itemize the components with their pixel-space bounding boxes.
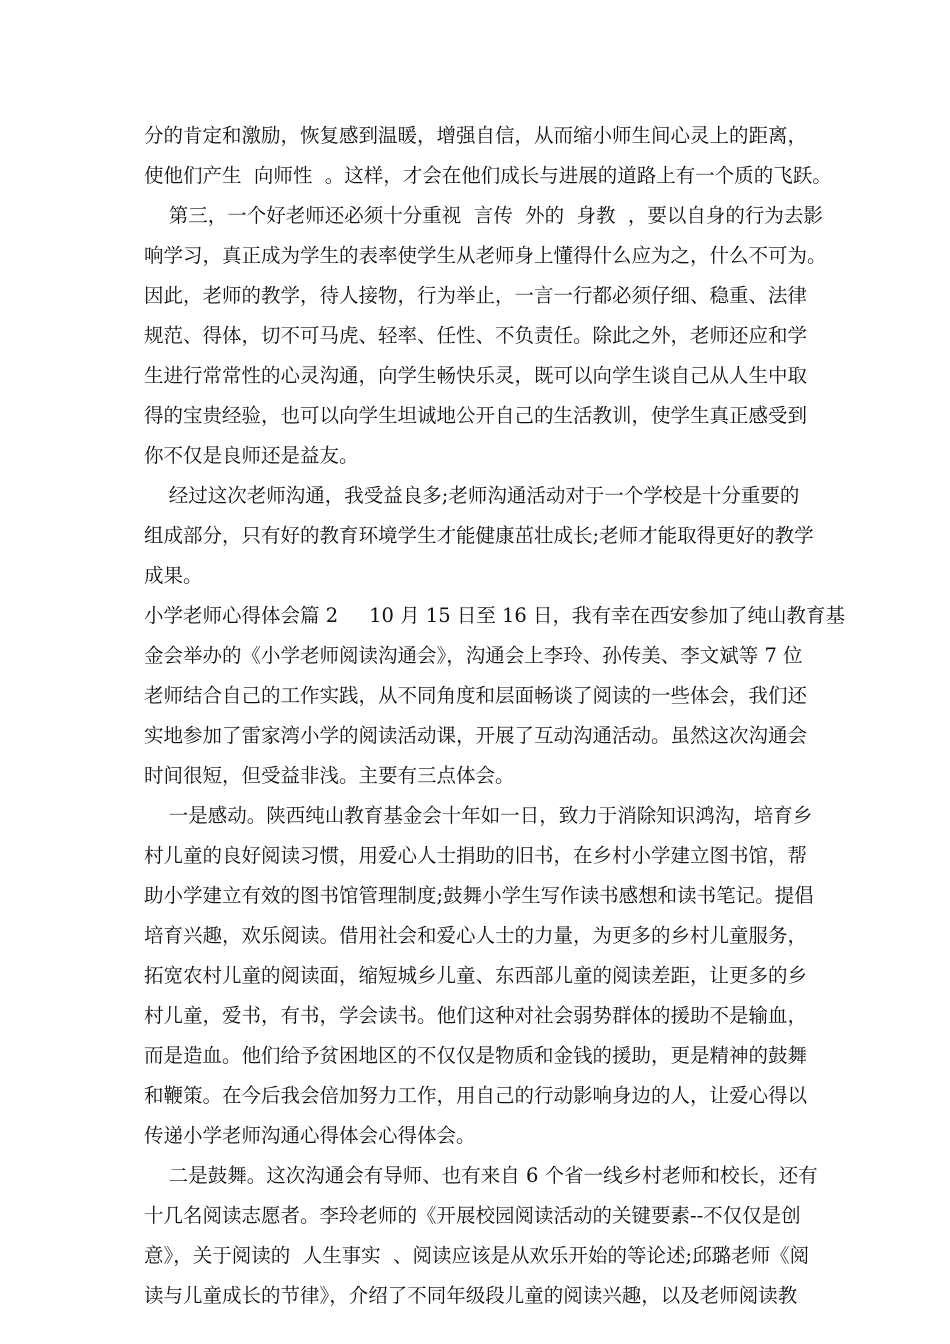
text-line: 二是鼓舞。这次沟通会有导师、也有来自 6 个省一线乡村老师和校长，还有 <box>144 1164 818 1187</box>
text-line: 传递小学老师沟通心得体会心得体会。 <box>144 1124 476 1147</box>
text-line: 十几名阅读志愿者。李玲老师的《开展校园阅读活动的关键要素--不仅仅是创 <box>144 1204 801 1227</box>
text-line: 成果。 <box>144 564 203 587</box>
text-line: 使他们产生 向师性 。这样，才会在他们成长与进展的道路上有一个质的飞跃。 <box>144 164 832 187</box>
text-line: 培育兴趣，欢乐阅读。借用社会和爱心人士的力量，为更多的乡村儿童服务， <box>144 924 808 947</box>
text-line: 村儿童的良好阅读习惯，用爱心人士捐助的旧书，在乡村小学建立图书馆，帮 <box>144 844 808 867</box>
text-line: 拓宽农村儿童的阅读面，缩短城乡儿童、东西部儿童的阅读差距，让更多的乡 <box>144 964 808 987</box>
text-line: 生进行常常性的心灵沟通，向学生畅快乐灵，既可以向学生谈自己从人生中取 <box>144 364 808 387</box>
text-line: 因此，老师的教学，待人接物，行为举止，一言一行都必须仔细、稳重、法律 <box>144 284 808 307</box>
text-line: 响学习，真正成为学生的表率使学生从老师身上懂得什么应为之，什么不可为。 <box>144 244 827 267</box>
text-line: 读与儿童成长的节律》，介绍了不同年级段儿童的阅读兴趣，以及老师阅读教 <box>144 1284 798 1307</box>
text-line: 一是感动。陕西纯山教育基金会十年如一日，致力于消除知识鸿沟，培育乡 <box>144 804 813 827</box>
text-line: 村儿童，爱书，有书，学会读书。他们这种对社会弱势群体的援助不是输血， <box>144 1004 808 1027</box>
text-line: 助小学建立有效的图书馆管理制度;鼓舞小学生写作读书感想和读书笔记。提倡 <box>144 884 814 907</box>
text-line: 你不仅是良师还是益友。 <box>144 444 359 467</box>
text-line: 组成部分，只有好的教育环境学生才能健康茁壮成长;老师才能取得更好的教学 <box>144 524 814 547</box>
text-line: 金会举办的《小学老师阅读沟通会》，沟通会上李玲、孙传美、李文斌等 7 位 <box>144 644 803 667</box>
text-line: 和鞭策。在今后我会倍加努力工作，用自己的行动影响身边的人，让爱心得以 <box>144 1084 808 1107</box>
text-line: 意》，关于阅读的 人生事实 、阅读应该是从欢乐开始的等论述;邱璐老师《阅 <box>144 1244 810 1267</box>
text-line: 分的肯定和激励，恢复感到温暖，增强自信，从而缩小师生间心灵上的距离， <box>144 124 808 147</box>
text-line: 老师结合自己的工作实践，从不同角度和层面畅谈了阅读的一些体会，我们还 <box>144 684 808 707</box>
text-line: 实地参加了雷家湾小学的阅读活动课，开展了互动沟通活动。虽然这次沟通会 <box>144 724 808 747</box>
text-line: 第三，一个好老师还必须十分重视 言传 外的 身教 ，要以自身的行为去影 <box>144 204 823 227</box>
text-line: 规范、得体，切不可马虎、轻率、任性、不负责任。除此之外，老师还应和学 <box>144 324 808 347</box>
text-line: 而是造血。他们给予贫困地区的不仅仅是物质和金钱的援助，更是精神的鼓舞 <box>144 1044 808 1067</box>
text-line: 得的宝贵经验，也可以向学生坦诚地公开自己的生活教训，使学生真正感受到 <box>144 404 808 427</box>
text-line: 时间很短，但受益非浅。主要有三点体会。 <box>144 764 515 787</box>
text-line: 经过这次老师沟通，我受益良多;老师沟通活动对于一个学校是十分重要的 <box>144 484 800 507</box>
section-heading-line: 小学老师心得体会篇 2 10 月 15 日至 16 日，我有幸在西安参加了纯山教育基 <box>144 604 846 627</box>
